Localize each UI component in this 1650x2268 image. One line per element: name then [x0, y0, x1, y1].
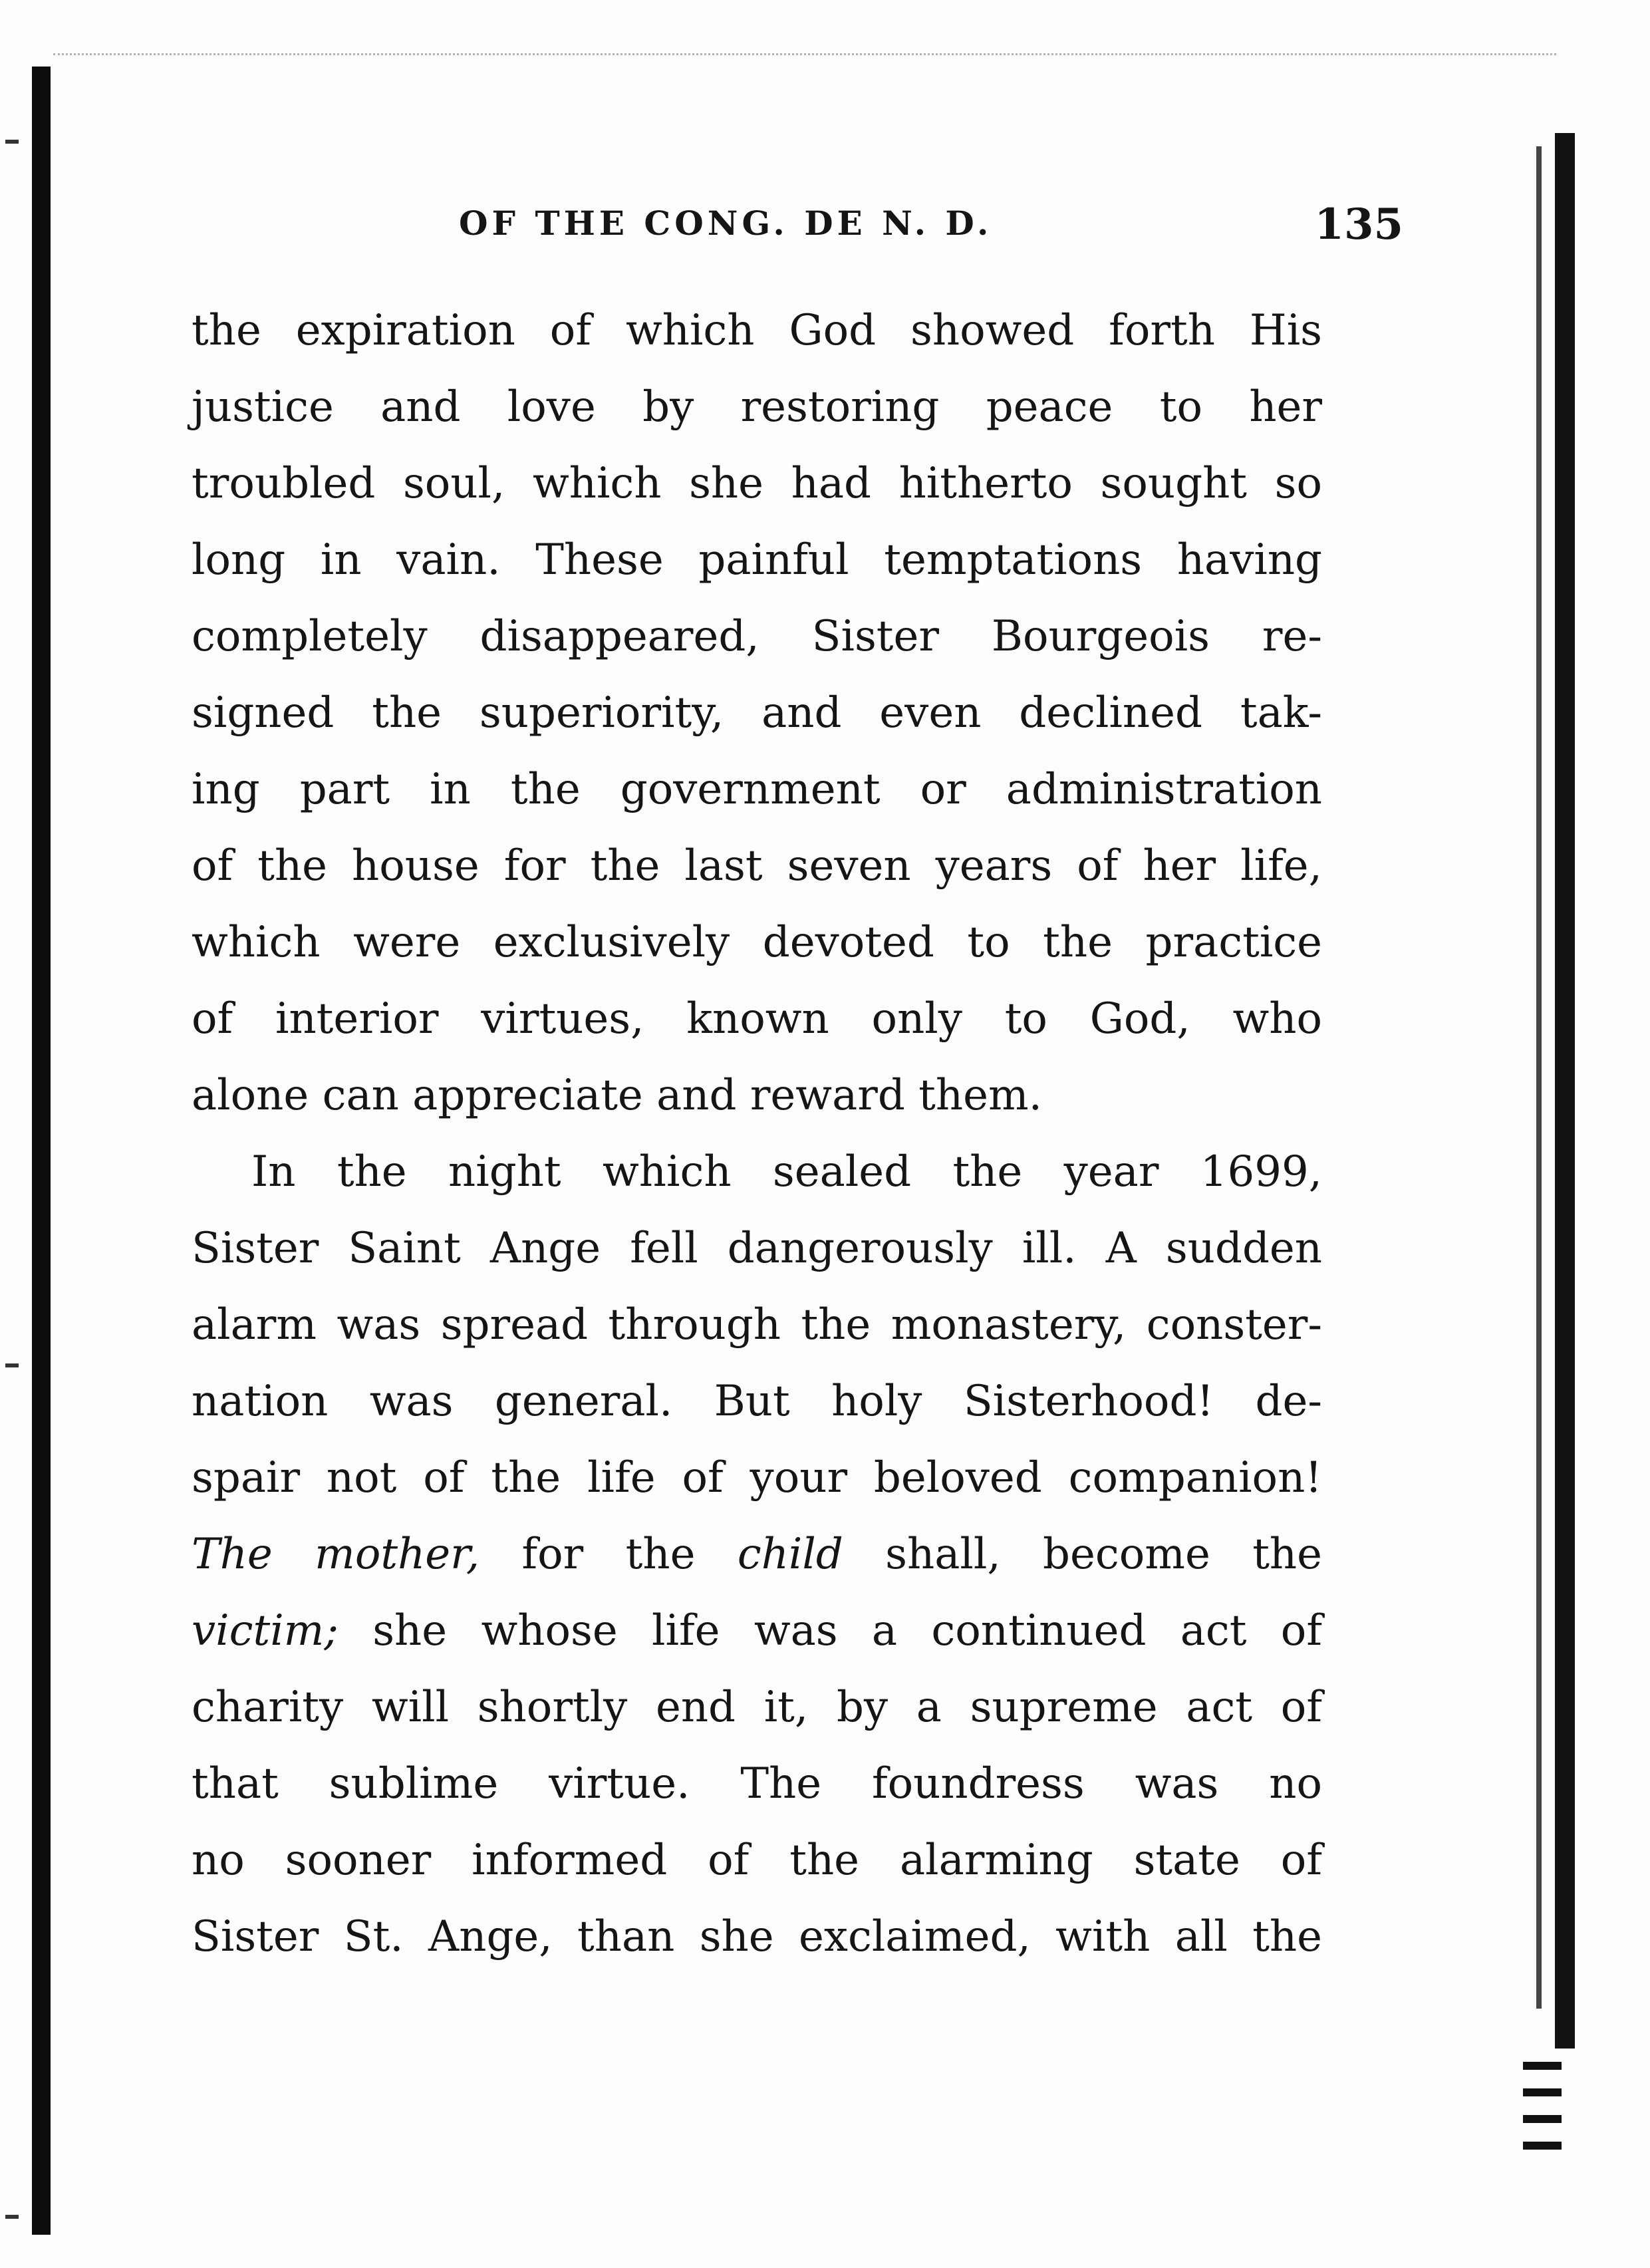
text-line: ing part in the government or administration	[192, 765, 1322, 814]
text-line: nation was general. But holy Sisterhood! de-	[192, 1377, 1322, 1426]
running-head	[399, 200, 1403, 253]
text-line: Sister St. Ange, than she exclaimed, with all the	[192, 1912, 1322, 1961]
text-line: charity will shortly end it, by a supreme act of	[192, 1683, 1322, 1732]
text-line: Sister Saint Ange fell dangerously ill. A sudden	[192, 1224, 1322, 1273]
text-line: of the house for the last seven years of her life,	[192, 841, 1322, 891]
text-span: she whose life was a continued act of	[338, 1606, 1322, 1655]
scan-noise-top	[53, 53, 1556, 82]
text-line: alone can appreciate and reward them.	[192, 1071, 1042, 1120]
page-number: 135	[1314, 200, 1403, 249]
text-line: troubled soul, which she had hitherto sought so	[192, 459, 1322, 508]
paragraph-1	[192, 293, 1322, 1134]
text-span: shall, become the	[843, 1530, 1323, 1579]
text-line: signed the superiority, and even declined tak-	[192, 688, 1322, 738]
scan-edge-dash	[1523, 2142, 1562, 2150]
text-line: In the night which sealed the year 1699,	[251, 1147, 1322, 1197]
running-head-title: OF THE CONG. DE N. D.	[459, 204, 993, 243]
scan-speck	[5, 140, 19, 144]
scan-edge-right	[1555, 133, 1575, 2049]
text-line: long in vain. These painful temptations having	[192, 535, 1322, 585]
paragraph-2	[192, 1134, 1322, 1975]
text-line: of interior virtues, known only to God, who	[192, 994, 1322, 1044]
text-line: that sublime virtue. The foundress was no	[192, 1759, 1322, 1808]
text-line: spair not of the life of your beloved companion!	[192, 1453, 1322, 1502]
text-line-mixed	[192, 1593, 1322, 1669]
text-line: which were exclusively devoted to the practice	[192, 918, 1322, 967]
text-line: completely disappeared, Sister Bourgeois re-	[192, 612, 1322, 661]
text-line-mixed	[192, 1516, 1322, 1593]
scan-edge-dash	[1523, 2062, 1562, 2070]
scan-edge-dash	[1523, 2115, 1562, 2123]
scan-speck	[5, 1363, 19, 1367]
text-line: justice and love by restoring peace to her	[192, 382, 1322, 432]
italic-text: The mother,	[192, 1530, 480, 1579]
scan-speck	[5, 2215, 19, 2219]
scan-edge-right-thin	[1536, 146, 1542, 2009]
body-text	[192, 293, 1322, 1975]
text-line: the expiration of which God showed forth His	[192, 306, 1322, 355]
italic-text: child	[737, 1530, 843, 1579]
text-line: alarm was spread through the monastery, conster-	[192, 1300, 1322, 1349]
binding-edge-left	[32, 67, 51, 2235]
scan-edge-dash	[1523, 2088, 1562, 2096]
italic-text: victim;	[192, 1606, 339, 1655]
text-line: no sooner informed of the alarming state of	[192, 1836, 1322, 1885]
text-span: for the	[480, 1530, 738, 1579]
